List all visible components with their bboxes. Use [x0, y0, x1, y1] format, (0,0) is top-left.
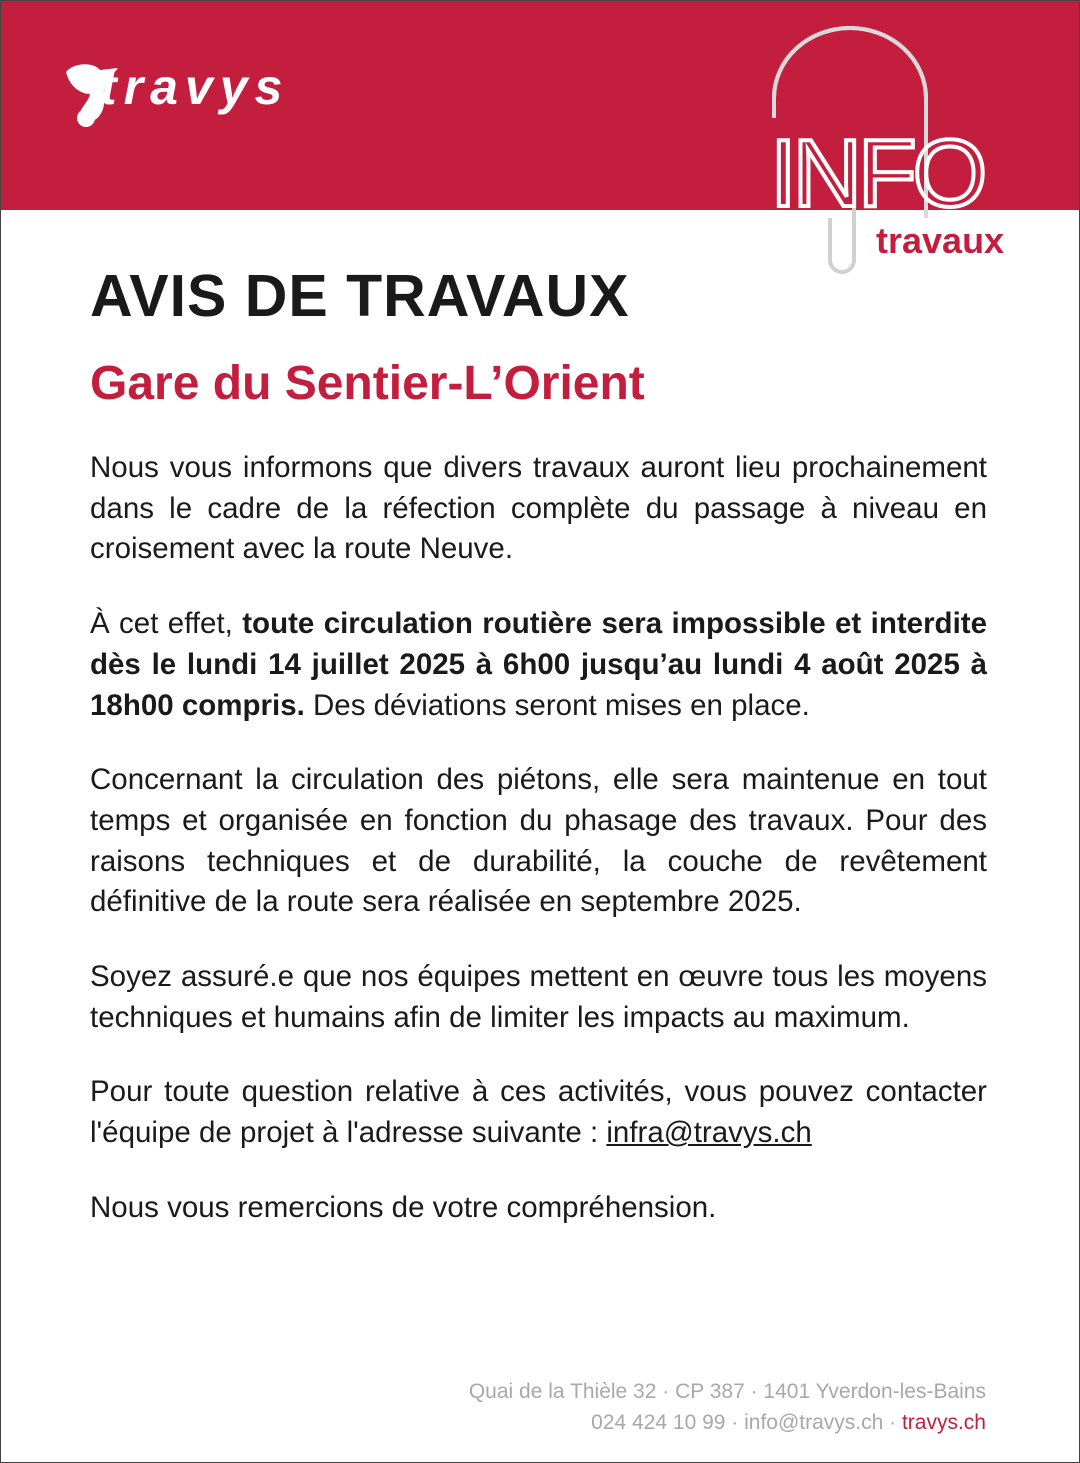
- paragraph-thanks: Nous vous remercions de votre compréhension.: [90, 1190, 717, 1224]
- paragraph-contact: [90, 1072, 987, 1153]
- info-graphic-text: INFO: [770, 120, 984, 227]
- page-subtitle: Gare du Sentier-L’Orient: [90, 357, 645, 410]
- paragraph-pedestrians: Concernant la circulation des piétons, elle sera maintenue en tout temps et organisée en fonction du phasage des travaux. Pour des raisons techniques et de durabilité, la couche de revêtement définitive de la route sera réalisée en septembre 2025.: [90, 763, 987, 919]
- project-email-link[interactable]: infra@travys.ch: [606, 1116, 812, 1150]
- closure-lead: À cet effet,: [90, 607, 243, 641]
- footer: [469, 1376, 986, 1438]
- page-title: AVIS DE TRAVAUX: [90, 263, 630, 329]
- footer-phone-email: 024 424 10 99 · info@travys.ch ·: [591, 1411, 902, 1434]
- logo-wordmark: travys: [100, 59, 290, 115]
- paragraph-assurance: Soyez assuré.e que nos équipes mettent en œuvre tous les moyens techniques et humains afin de limiter les impacts au maximum.: [90, 960, 987, 1034]
- paragraph-intro: Nous vous informons que divers travaux auront lieu prochainement dans le cadre de la réfection complète du passage à niveau en croisement avec la route Neuve.: [90, 451, 987, 566]
- footer-website-link[interactable]: travys.ch: [901, 1411, 986, 1434]
- contact-lead: Pour toute question relative à ces activités, vous pouvez contacter l'équipe de projet à l'adresse suivante :: [90, 1075, 987, 1150]
- paragraph-closure: [90, 604, 987, 726]
- closure-tail: Des déviations seront mises en place.: [304, 688, 810, 722]
- closure-dates: toute circulation routière sera impossible et interdite dès le lundi 14 juillet 2025 à 6h00 jusqu’au lundi 4 août 2025 à 18h00 compris.: [90, 607, 987, 722]
- info-subtitle: travaux: [876, 220, 1005, 261]
- notice-body: [90, 448, 987, 1263]
- footer-contact: [469, 1407, 986, 1438]
- footer-address: Quai de la Thièle 32 · CP 387 · 1401 Yverdon-les-Bains: [468, 1380, 986, 1403]
